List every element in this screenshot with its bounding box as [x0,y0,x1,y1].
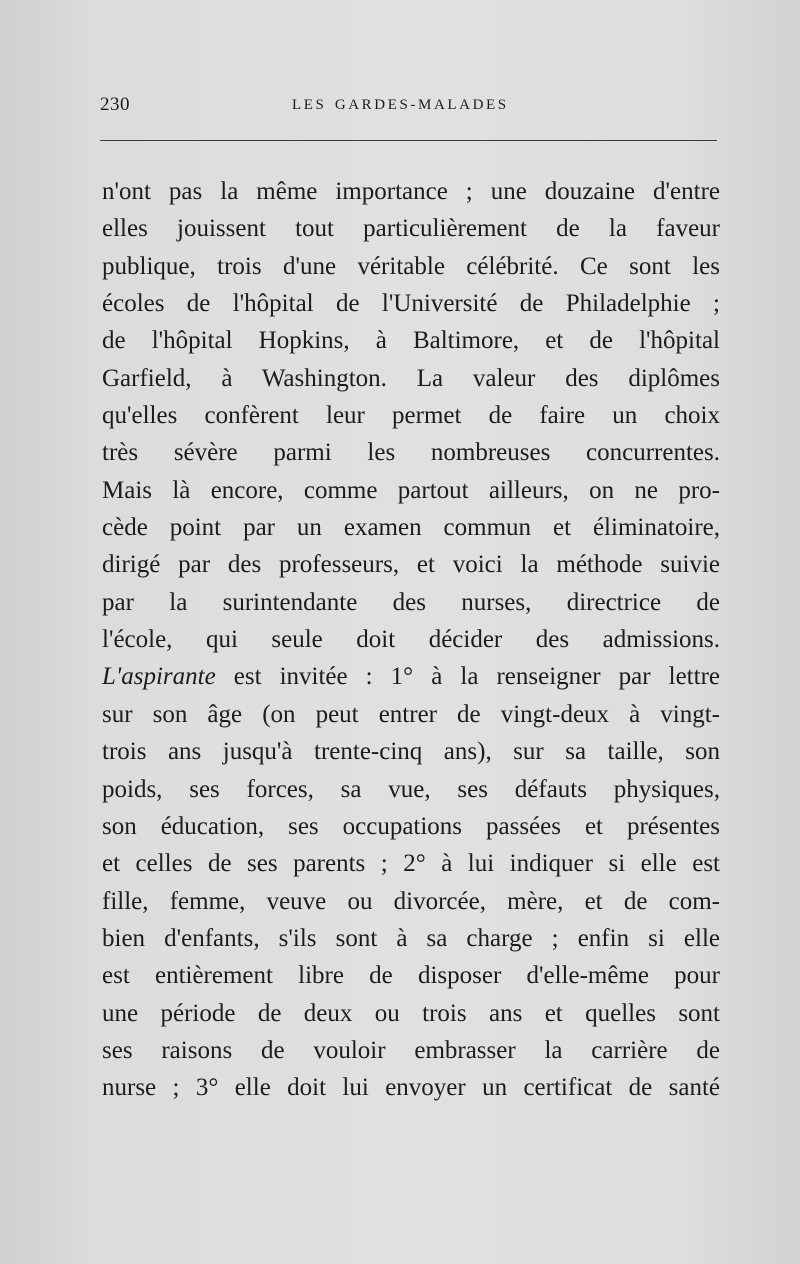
text-line-14 [102,658,720,695]
text-line-20: fille, femme, veuve ou divorcée, mère, et de com- [102,887,720,915]
text-line-10: cède point par un examen commun et éliminatoire, [102,514,720,542]
text-line-3: publique, trois d'une véritable célébrité. Ce sont les [102,252,720,280]
text-line-16: trois ans jusqu'à trente-cinq ans), sur sa taille, son [102,738,720,766]
body-text [102,173,720,1107]
text-line-5: de l'hôpital Hopkins, à Baltimore, et de l'hôpital [102,327,720,355]
text-line-18: son éducation, ses occupations passées et présentes [102,812,720,840]
text-line-13: l'école, qui seule doit décider des admissions. [102,626,720,654]
text-line-23: une période de deux ou trois ans et quelles sont [102,999,720,1027]
text-line-22: est entièrement libre de disposer d'elle-même pour [102,962,720,990]
italic-term: L'aspirante [102,663,216,691]
text-line-4: écoles de l'hôpital de l'Université de Philadelphie ; [102,290,720,318]
text-line-17: poids, ses forces, sa vue, ses défauts physiques, [102,775,720,803]
text-line-24: ses raisons de vouloir embrasser la carrière de [102,1036,720,1064]
header-rule [100,140,717,141]
text-line-7: qu'elles confèrent leur permet de faire un choix [102,402,720,430]
text-line-6: Garfield, à Washington. La valeur des diplômes [102,364,720,392]
running-title: LES GARDES-MALADES [292,97,509,113]
text-line-21: bien d'enfants, s'ils sont à sa charge ; enfin si elle [102,924,720,952]
text-line-8: très sévère parmi les nombreuses concurrentes. [102,439,720,467]
text-line-1: n'ont pas la même importance ; une douzaine d'entre [102,178,720,205]
page-number: 230 [100,94,130,115]
text-line-12: par la surintendante des nurses, directrice de [102,588,720,616]
text-line-19: et celles de ses parents ; 2° à lui indiquer si elle est [102,850,720,878]
text-line-2: elles jouissent tout particulièrement de la faveur [102,215,720,243]
text-line-25: nurse ; 3° elle doit lui envoyer un certificat de santé [102,1074,720,1102]
text-line-14-rest: est invitée : 1° à la renseigner par lettre [215,663,720,691]
text-line-11: dirigé par des professeurs, et voici la méthode suivie [102,551,720,579]
page-header [100,94,720,124]
text-line-9: Mais là encore, comme partout ailleurs, on ne pro- [102,476,720,504]
text-line-15: sur son âge (on peut entrer de vingt-deux à vingt- [102,700,720,728]
